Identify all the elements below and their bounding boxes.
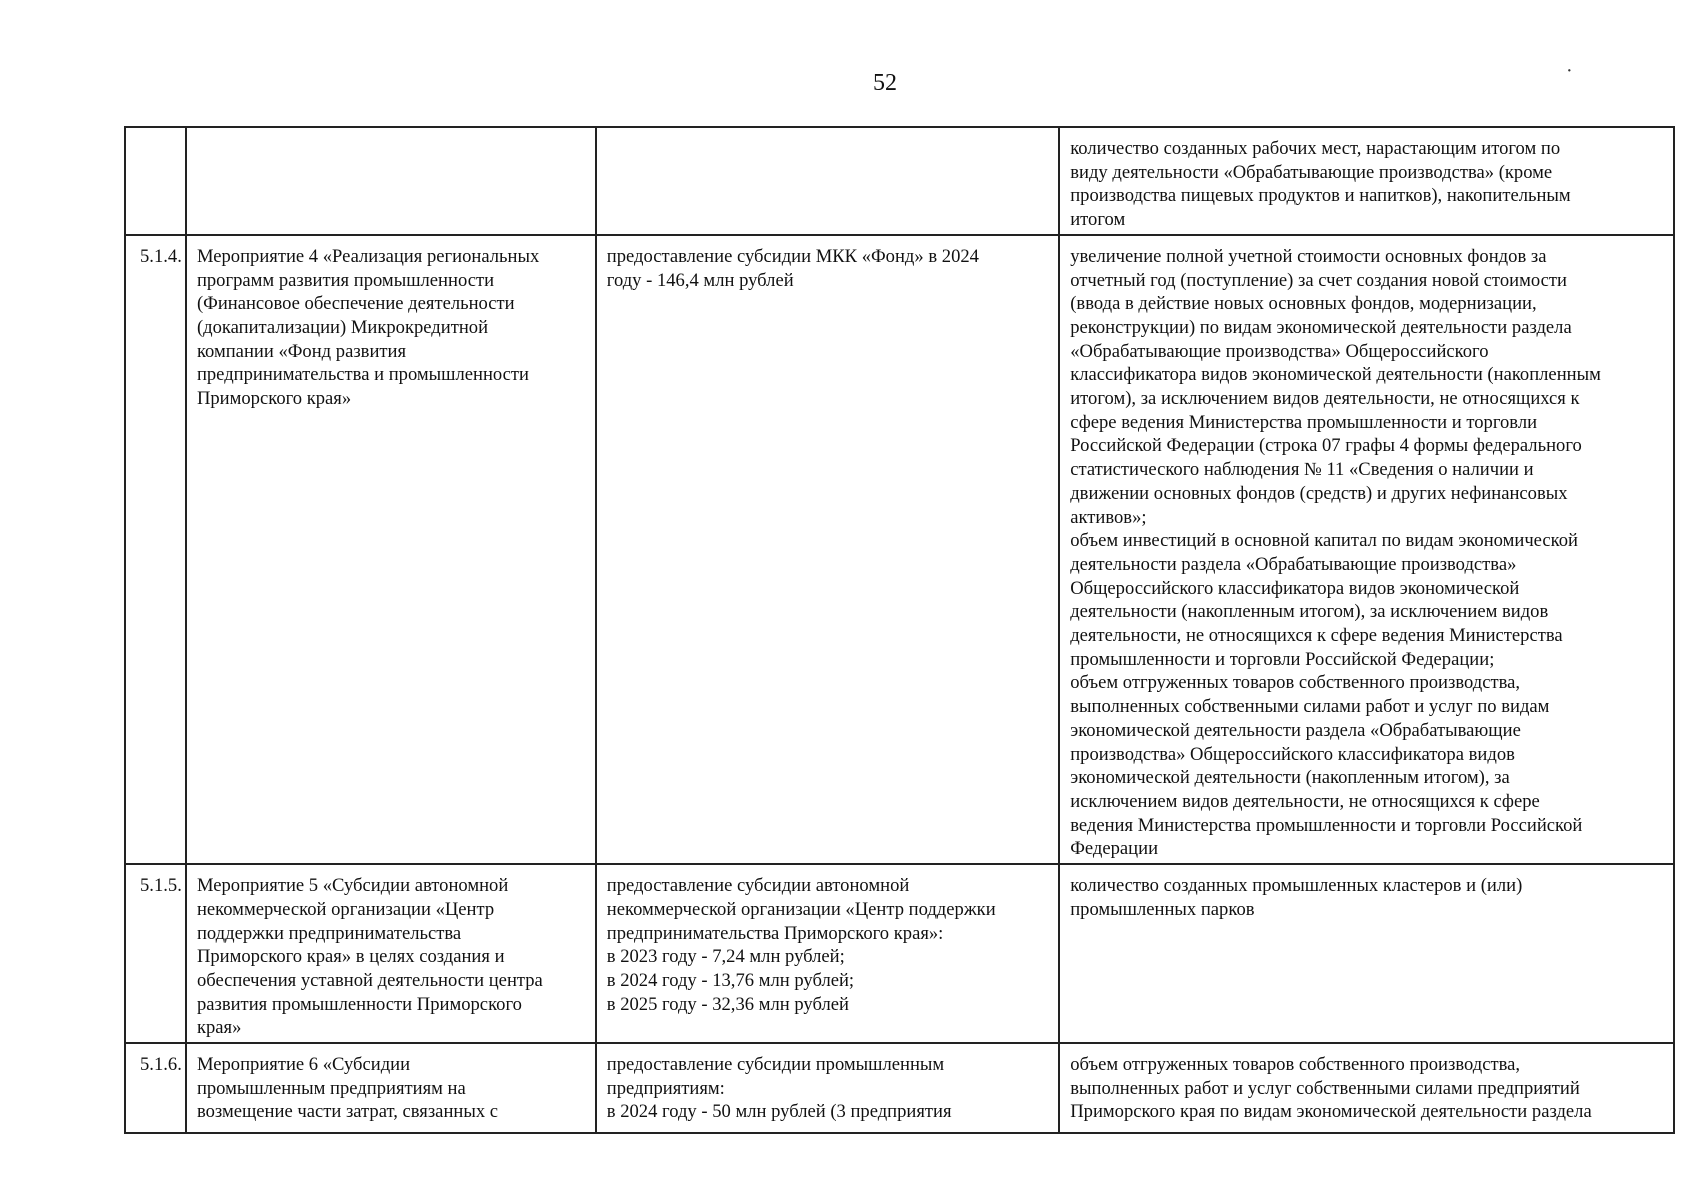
text-line: возмещение части затрат, связанных с [196, 1101, 499, 1123]
text-line: Приморского края» в целях создания и [196, 946, 505, 968]
cell-event [186, 864, 596, 1043]
text-line: количество созданных промышленных кластеров и (или) [1070, 875, 1523, 897]
text-line: классификатора видов экономической деятельности (накопленным [1070, 364, 1601, 386]
text-line: Российской Федерации (строка 07 графы 4 формы федерального [1070, 435, 1582, 457]
cell-indicator [1059, 864, 1674, 1043]
text-line: увеличение полной учетной стоимости основных фондов за [1070, 245, 1547, 267]
text-line: промышленности и торговли Российской Федерации; [1070, 648, 1495, 670]
text-line: объем отгруженных товаров собственного производства, [1070, 1054, 1521, 1076]
text-line: Мероприятие 5 «Субсидии автономной [196, 875, 509, 897]
text-line: виду деятельности «Обрабатывающие производства» (кроме [1070, 161, 1553, 183]
text-line: промышленных парков [1070, 898, 1255, 920]
text-line: статистического наблюдения № 11 «Сведения о наличии и [1070, 459, 1534, 481]
text-line: предпринимательства Приморского края»: [606, 922, 944, 944]
text-line: экономической деятельности (накопленным итогом), за [1070, 767, 1510, 789]
text-line: предприятиям: [606, 1077, 725, 1099]
cell-number: 5.1.4. [125, 235, 186, 864]
text-line: компании «Фонд развития [196, 340, 407, 362]
text-line: развития промышленности Приморского [196, 993, 522, 1015]
text-line: реконструкции) по видам экономической деятельности раздела [1070, 316, 1572, 338]
text-line: деятельности, не относящихся к сфере ведения Министерства [1070, 625, 1563, 647]
text-line: Приморского края» [196, 388, 352, 410]
cell-indicator [1059, 127, 1674, 235]
text-line: объем инвестиций в основной капитал по видам экономической [1070, 530, 1578, 552]
text-line: в 2024 году - 50 млн рублей (3 предприятия [606, 1101, 952, 1123]
text-line: в 2023 году - 7,24 млн рублей; [606, 946, 845, 968]
text-line: программ развития промышленности [196, 269, 495, 291]
table-row [125, 864, 1674, 1043]
text-line: (ввода в действие новых основных фондов, модернизации, [1070, 293, 1537, 315]
text-line: «Обрабатывающие производства» Общероссийского [1070, 340, 1489, 362]
cell-result [596, 1043, 1059, 1133]
text-line: сфере ведения Министерства промышленности и торговли [1070, 411, 1538, 433]
text-line: предоставление субсидии автономной [606, 875, 910, 897]
text-line: производства» Общероссийского классификатора видов [1070, 743, 1515, 765]
cell-event [186, 127, 596, 235]
text-line: движении основных фондов (средств) и других нефинансовых [1070, 482, 1568, 504]
text-line: объем отгруженных товаров собственного производства, [1070, 672, 1521, 694]
text-line: деятельности (накопленным итогом), за исключением видов [1070, 601, 1549, 623]
scan-speck: · [1566, 60, 1573, 82]
text-line: выполненных работ и услуг собственными силами предприятий [1070, 1077, 1580, 1099]
cell-result [596, 864, 1059, 1043]
text-line: экономической деятельности раздела «Обрабатывающие [1070, 719, 1521, 741]
table-row [125, 235, 1674, 864]
text-line: Мероприятие 6 «Субсидии [196, 1054, 411, 1076]
text-line: активов»; [1070, 506, 1147, 528]
cell-event [186, 1043, 596, 1133]
text-line: некоммерческой организации «Центр [196, 898, 495, 920]
text-line: Мероприятие 4 «Реализация региональных [196, 245, 540, 267]
cell-number: 5.1.5. [125, 864, 186, 1043]
text-line: году - 146,4 млн рублей [606, 269, 794, 291]
text-line: количество созданных рабочих мест, нарастающим итогом по [1070, 138, 1561, 159]
text-line: (Финансовое обеспечение деятельности [196, 293, 515, 315]
text-line: производства пищевых продуктов и напитков), накопительным [1070, 185, 1571, 207]
measures-table [124, 126, 1675, 1134]
text-line: края» [196, 1017, 242, 1039]
text-line: итогом [1070, 209, 1126, 231]
measures-table-body [125, 127, 1674, 1133]
text-line: итогом), за исключением видов деятельности, не относящихся к [1070, 388, 1580, 410]
cell-number: 5.1.6. [125, 1043, 186, 1133]
text-line: предоставление субсидии МКК «Фонд» в 2024 [606, 245, 979, 267]
text-line: в 2024 году - 13,76 млн рублей; [606, 969, 855, 991]
text-line: Приморского края по видам экономической деятельности раздела [1070, 1101, 1592, 1123]
text-line: исключением видов деятельности, не относящихся к сфере [1070, 790, 1540, 812]
text-line: отчетный год (поступление) за счет создания новой стоимости [1070, 269, 1567, 291]
text-line: деятельности раздела «Обрабатывающие производства» [1070, 553, 1517, 575]
text-line: ведения Министерства промышленности и торговли Российской [1070, 814, 1583, 836]
cell-result [596, 127, 1059, 235]
cell-event [186, 235, 596, 864]
table-row [125, 1043, 1674, 1133]
text-line: промышленным предприятиям на [196, 1077, 466, 1099]
text-line: Общероссийского классификатора видов экономической [1070, 577, 1520, 599]
cell-number [125, 127, 186, 235]
text-line: предоставление субсидии промышленным [606, 1054, 945, 1076]
text-line: поддержки предпринимательства [196, 922, 462, 944]
page-number: 52 [873, 70, 897, 96]
text-line: некоммерческой организации «Центр поддержки [606, 898, 996, 920]
text-line: Федерации [1070, 838, 1159, 860]
text-line: обеспечения уставной деятельности центра [196, 969, 543, 991]
text-line: (докапитализации) Микрокредитной [196, 316, 489, 338]
cell-result [596, 235, 1059, 864]
table-row [125, 127, 1674, 235]
cell-indicator [1059, 235, 1674, 864]
cell-indicator [1059, 1043, 1674, 1133]
text-line: в 2025 году - 32,36 млн рублей [606, 993, 849, 1015]
text-line: предпринимательства и промышленности [196, 364, 530, 386]
text-line: выполненных собственными силами работ и услуг по видам [1070, 696, 1550, 718]
